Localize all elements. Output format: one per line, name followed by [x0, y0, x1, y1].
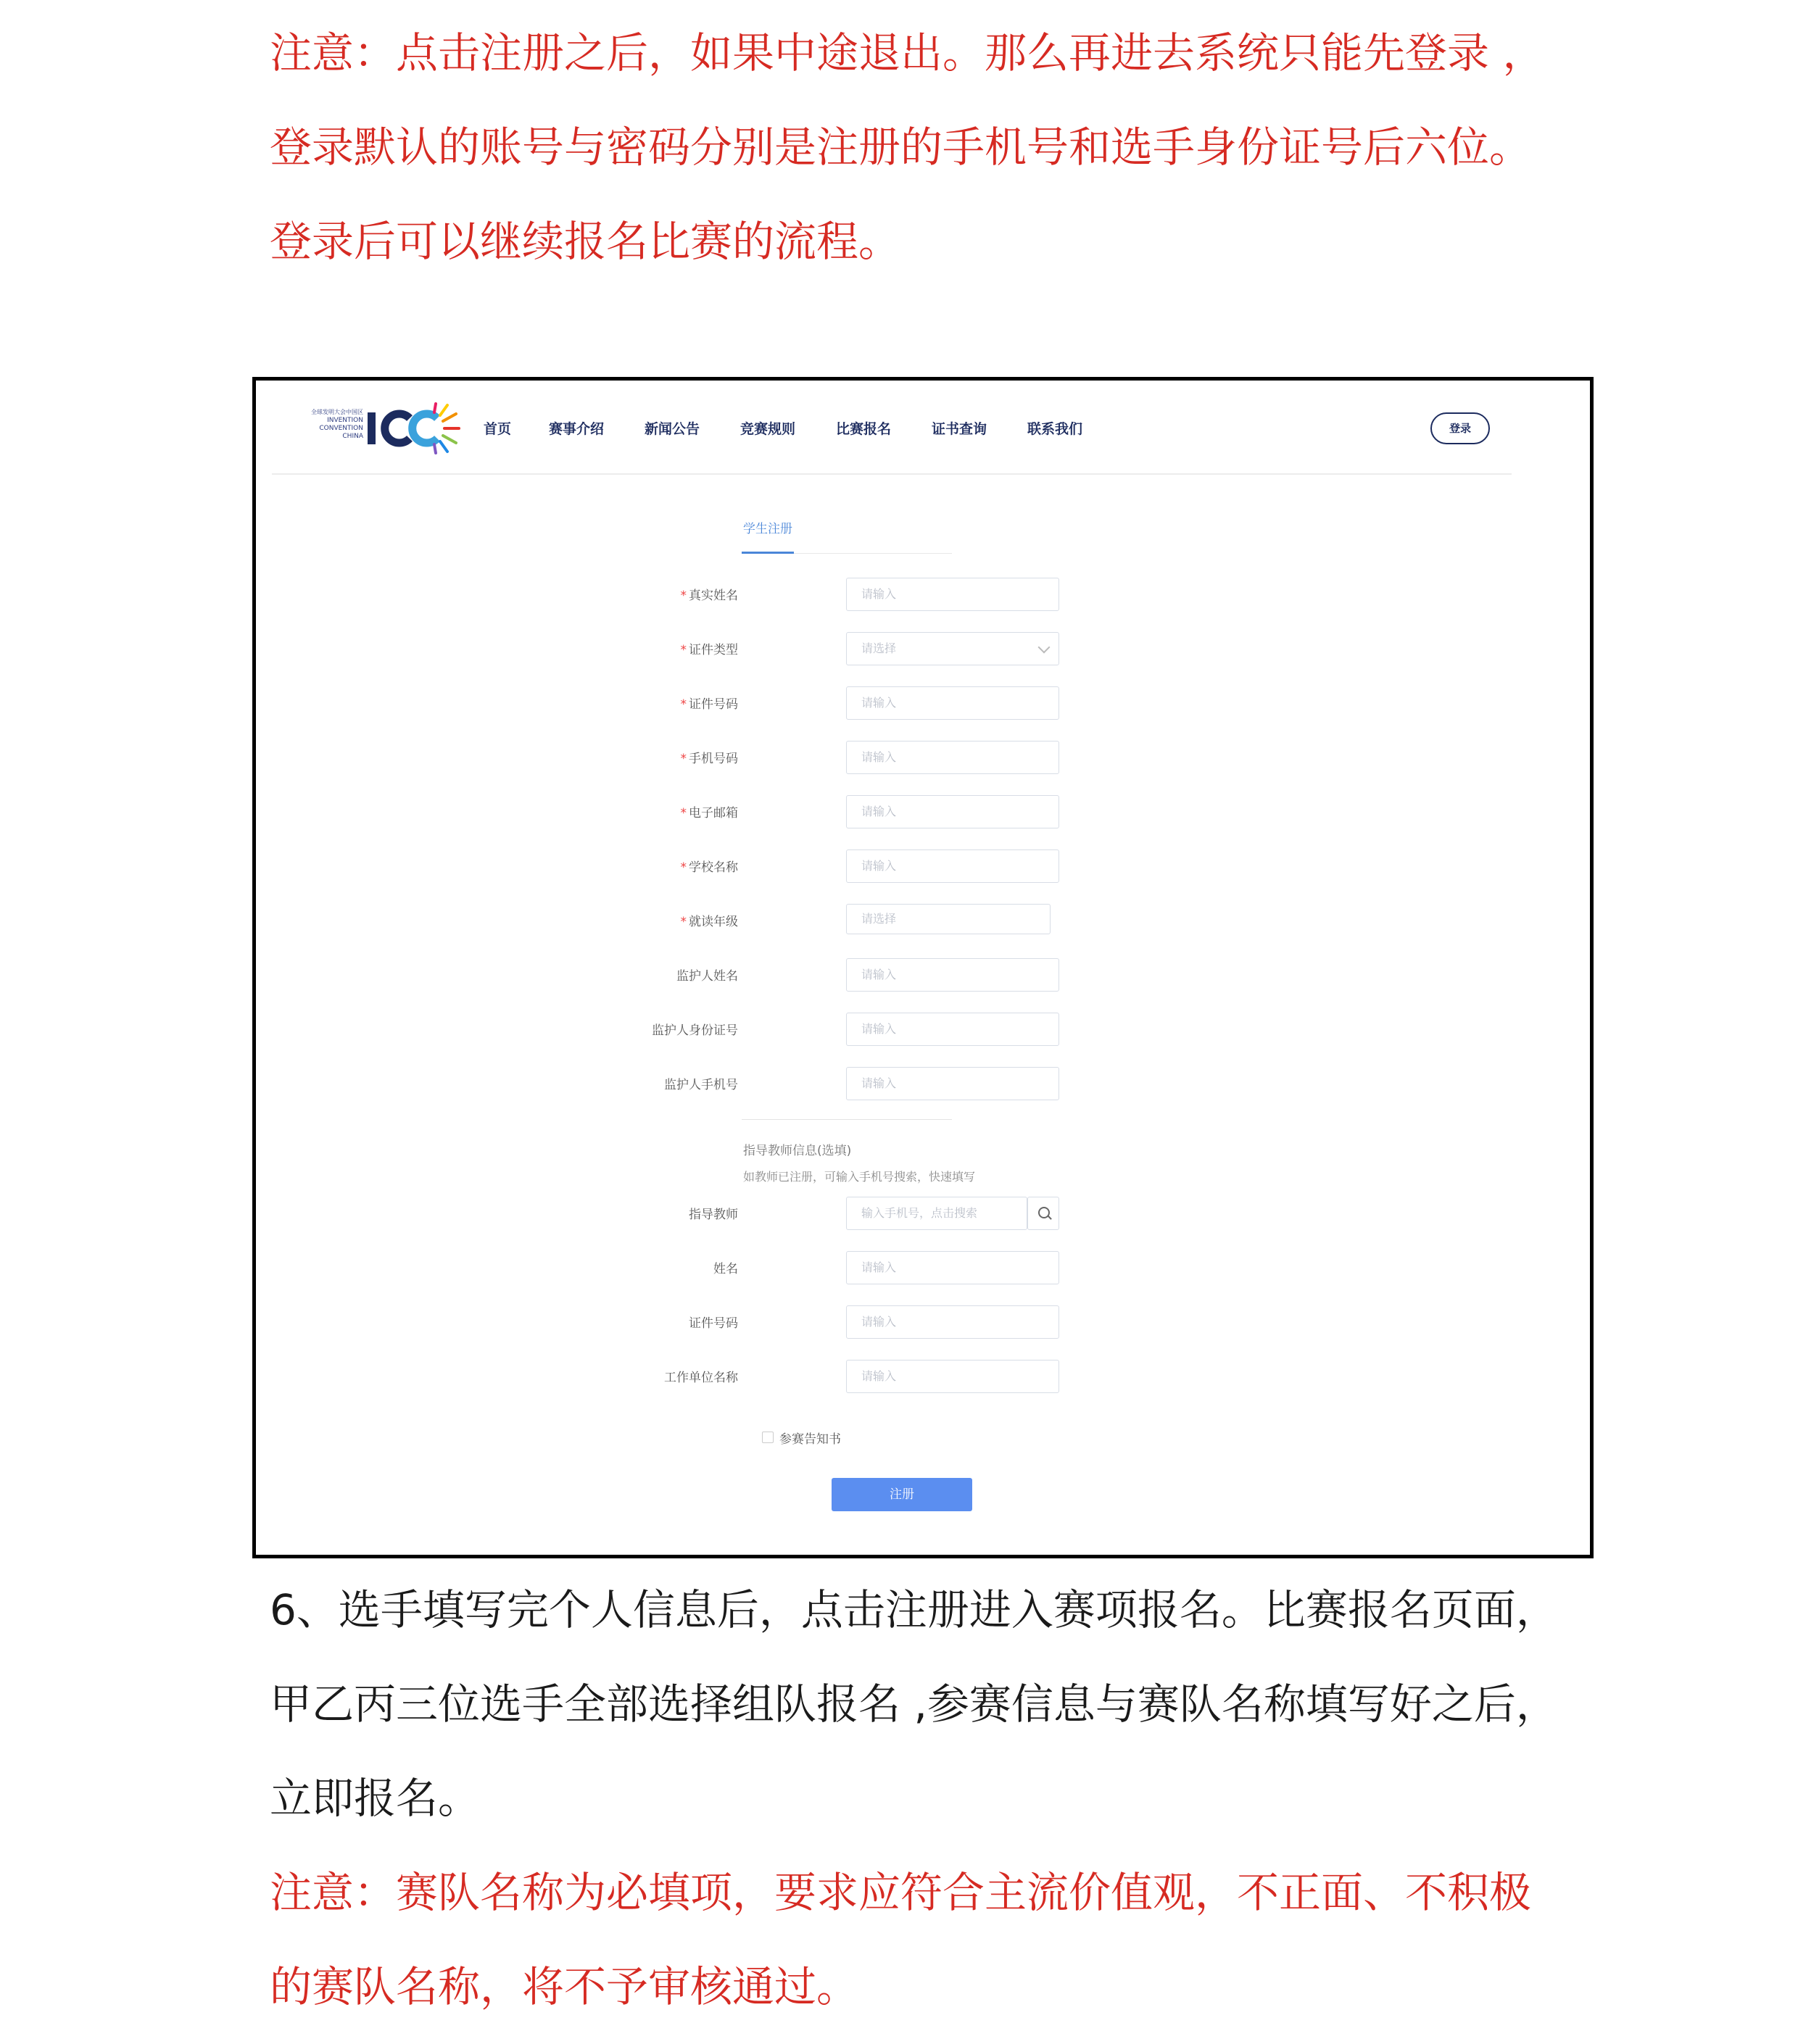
body-line-3: 立即报名。: [270, 1774, 481, 1823]
tab-student-register[interactable]: 学生注册: [743, 522, 792, 536]
body-line-1: 6、选手填写完个人信息后，点击注册进入赛项报名。比赛报名页面，: [270, 1585, 1558, 1634]
real-name-input[interactable]: 请输入: [846, 578, 1059, 611]
nav-certificate[interactable]: 证书查询: [932, 421, 987, 437]
note-bottom-line-2: 的赛队名称，将不予审核通过。: [270, 1962, 859, 2011]
chevron-down-icon: [1038, 641, 1051, 654]
field-label-teacher-id: 证件号码: [689, 1316, 738, 1331]
nav-news[interactable]: 新闻公告: [645, 421, 700, 437]
id-type-select[interactable]: 请选择: [846, 632, 1059, 665]
field-label-workplace: 工作单位名称: [664, 1371, 738, 1385]
email-input[interactable]: 请输入: [846, 795, 1059, 828]
phone-input[interactable]: 请输入: [846, 741, 1059, 774]
nav-divider: [272, 473, 1512, 475]
field-label-phone: * 手机号码: [680, 752, 738, 766]
top-nav: [256, 381, 1590, 473]
field-label-teacher-name: 姓名: [713, 1262, 738, 1276]
agreement-label[interactable]: 参赛告知书: [779, 1432, 841, 1447]
note-line-2: 登录默认的账号与密码分别是注册的手机号和选手身份证号后六位。: [270, 122, 1532, 172]
guardian-phone-input[interactable]: 请输入: [846, 1067, 1059, 1100]
teacher-section-hint: 如教师已注册，可输入手机号搜索，快速填写: [743, 1170, 976, 1184]
logo-caption-4: CHINA: [342, 433, 363, 440]
logo-caption-2: INVENTION: [327, 417, 363, 424]
note-line-3: 登录后可以继续报名比赛的流程。: [270, 217, 901, 266]
workplace-input[interactable]: 请输入: [846, 1360, 1059, 1393]
field-label-id-type: * 证件类型: [680, 643, 738, 657]
teacher-id-input[interactable]: 请输入: [846, 1305, 1059, 1339]
teacher-search-button[interactable]: [1027, 1197, 1059, 1230]
field-label-email: * 电子邮箱: [680, 806, 738, 820]
icc-mark-icon: [365, 402, 462, 454]
field-label-guardian-phone: 监护人手机号: [664, 1078, 738, 1092]
nav-home[interactable]: 首页: [484, 421, 512, 437]
field-label-grade: * 就读年级: [680, 915, 738, 929]
icc-logo[interactable]: [299, 398, 462, 457]
teacher-name-input[interactable]: 请输入: [846, 1251, 1059, 1284]
id-number-input[interactable]: 请输入: [846, 686, 1059, 720]
nav-rules[interactable]: 竞赛规则: [740, 421, 796, 437]
grade-select[interactable]: 请选择: [846, 904, 1051, 934]
field-label-teacher: 指导教师: [689, 1208, 738, 1222]
teacher-phone-search-input[interactable]: 输入手机号，点击搜索: [846, 1197, 1027, 1230]
school-input[interactable]: 请输入: [846, 849, 1059, 883]
field-label-guardian-name: 监护人姓名: [676, 969, 738, 984]
field-label-real-name: * 真实姓名: [680, 589, 738, 603]
nav-event-intro[interactable]: 赛事介绍: [549, 421, 605, 437]
note-bottom-line-1: 注意：赛队名称为必填项，要求应符合主流价值观，不正面、不积极: [270, 1868, 1532, 1917]
field-label-id-number: * 证件号码: [680, 697, 738, 712]
nav-registration[interactable]: 比赛报名: [836, 421, 892, 437]
section-divider: [742, 1119, 952, 1120]
guardian-id-input[interactable]: 请输入: [846, 1013, 1059, 1046]
nav-contact[interactable]: 联系我们: [1027, 421, 1083, 437]
guardian-name-input[interactable]: 请输入: [846, 958, 1059, 992]
note-line-1: 注意：点击注册之后，如果中途退出。那么再进去系统只能先登录 ，: [270, 28, 1545, 78]
login-button[interactable]: 登录: [1430, 412, 1490, 444]
tab-active-indicator: [742, 552, 794, 554]
body-line-2: 甲乙丙三位选手全部选择组队报名 ,参赛信息与赛队名称填写好之后，: [270, 1679, 1558, 1729]
teacher-section-title: 指导教师信息(选填): [743, 1144, 852, 1158]
logo-caption-1: 全球发明大会中国区: [311, 409, 363, 415]
field-label-guardian-id: 监护人身份证号: [652, 1023, 738, 1038]
register-button[interactable]: 注册: [832, 1478, 972, 1511]
logo-caption-3: CONVENTION: [319, 425, 363, 432]
field-label-school: * 学校名称: [680, 860, 738, 875]
agreement-checkbox[interactable]: [762, 1432, 774, 1443]
registration-screenshot: [252, 377, 1594, 1558]
